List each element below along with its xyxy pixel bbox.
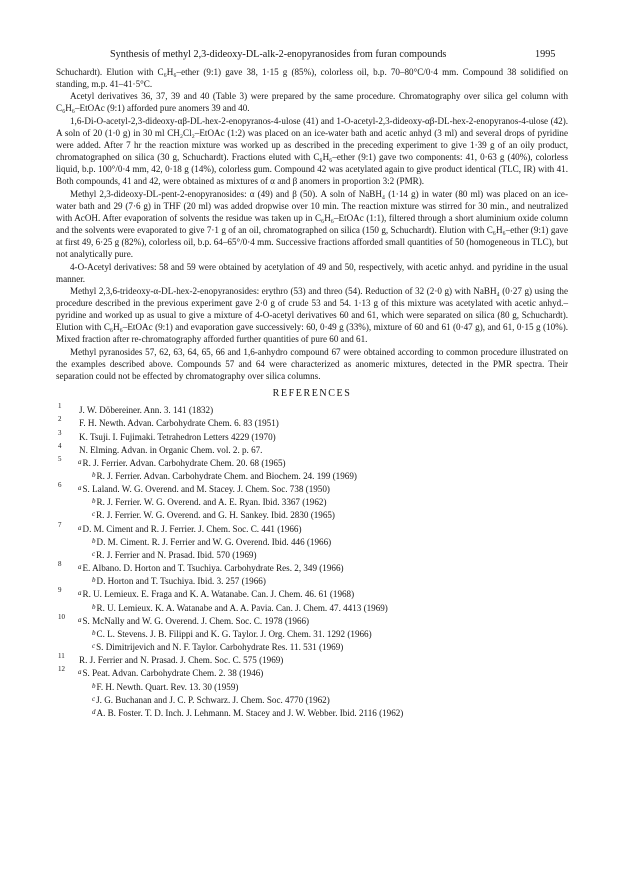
reference-sub-letter: b: [92, 471, 96, 479]
running-head-title: Synthesis of methyl 2,3-dideoxy-DL-alk-2-enopyranosides from furan compounds: [110, 49, 447, 60]
paragraph-compounds-41-42: 1,6-Di-O-acetyl-2,3-dideoxy-αβ-DL-hex-2-enopyranos-4-ulose (41) and 1-O-acetyl-2,3-dideoxy-αβ-DL-hex-2-enopyranos-4-ulose (42). A soln of 20 (1·0 g) in 30 ml CH₂Cl₂–EtOAc (1:2) was placed on an ice-water bath and acetic anhyd (3 ml) and several drops of pyridine were added. After 7 hr the reaction mixture was worked up as described in the preceding experiment to give 1·39 g of an oily product, chromatographed on silica (30 g, Schuchardt). Fractions eluted with C₆H₆–ether (9:1) gave two components: 41, 0·63 g (40%), colorless liquid, b.p. 100°/0·4 mm, 42, 0·18 g (14%), colorless gum. Compound 42 was acetylated again to give product identical (TLC, IR) with 41. Both compounds, 41 and 42, were obtained as mixtures of α and β anomers in proportion 3:2 (PMR).: [56, 115, 568, 187]
reference-sub-letter: b: [92, 576, 96, 585]
reference-number: 6: [58, 482, 62, 490]
reference-text: E. Albano. D. Horton and T. Tsuchiya. Carbohydrate Res. 2, 349 (1966): [82, 563, 344, 574]
reference-sub-letter: b: [92, 681, 96, 690]
reference-item: [56, 430, 568, 443]
reference-item: [56, 522, 568, 535]
reference-item: [56, 443, 568, 456]
reference-text: J. G. Buchanan and J. C. P. Schwarz. J. Chem. Soc. 4770 (1962): [96, 694, 330, 705]
reference-text: J. W. Döbereiner. Ann. 3. 141 (1832): [79, 405, 214, 416]
reference-text: R. J. Ferrier and N. Prasad. Ibid. 570 (1969): [96, 549, 257, 560]
reference-text: C. L. Stevens. J. B. Filippi and K. G. Taylor. J. Org. Chem. 31. 1292 (1966): [96, 628, 372, 639]
reference-item: [56, 640, 568, 653]
reference-sub-letter: b: [92, 602, 96, 611]
reference-text: R. U. Lemieux. E. Fraga and K. A. Watanabe. Can. J. Chem. 46. 61 (1968): [82, 589, 355, 600]
reference-sub-letter: b: [92, 497, 96, 506]
paragraph-compound-38: Schuchardt). Elution with C₆H₆–ether (9:1) gave 38, 1·15 g (85%), colorless oil, b.p. 70–80°C/0·4 mm. Compound 38 solidified on standing, m.p. 41–41·5°C.: [56, 67, 568, 90]
reference-number: 9: [58, 587, 62, 595]
paragraph-acetyl-derivatives: Acetyl derivatives 36, 37, 39 and 40 (Table 3) were prepared by the same procedure. Chromatography over silica gel column with C₆H₆–EtOAc (9:1) afforded pure anomers 39 and 40.: [56, 91, 568, 114]
reference-sub-letter: b: [92, 628, 96, 637]
reference-text: S. Peat. Advan. Carbohydrate Chem. 2. 38 (1946): [82, 668, 264, 679]
reference-item: [56, 456, 568, 469]
reference-item: [56, 482, 568, 495]
references-heading: REFERENCES: [272, 388, 352, 400]
reference-item: [56, 653, 568, 666]
reference-item: [56, 614, 568, 627]
reference-sub-letter: c: [92, 510, 96, 519]
reference-item: [56, 601, 568, 614]
reference-number: 1: [58, 403, 62, 411]
reference-item: [56, 666, 568, 679]
reference-number: 2: [58, 416, 62, 424]
reference-text: S. McNally and W. G. Overend. J. Chem. Soc. C. 1978 (1966): [82, 615, 310, 626]
reference-text: A. B. Foster. T. D. Inch. J. Lehmann. M. Stacey and J. W. Webber. Ibid. 2116 (1962): [96, 707, 404, 718]
reference-item: [56, 469, 568, 482]
reference-number: 7: [58, 521, 62, 529]
reference-list: [56, 403, 568, 719]
reference-text: D. Horton and T. Tsuchiya. Ibid. 3. 257 (1966): [96, 576, 266, 587]
reference-item: [56, 508, 568, 521]
reference-item: [56, 403, 568, 416]
reference-item: [56, 561, 568, 574]
reference-number: 3: [58, 429, 62, 437]
reference-text: F. H. Newth. Quart. Rev. 13. 30 (1959): [96, 681, 239, 692]
reference-item: [56, 587, 568, 600]
reference-sub-letter: a: [78, 615, 82, 624]
reference-item: [56, 693, 568, 706]
paragraph-compounds-53-54: Methyl 2,3,6-trideoxy-α-DL-hex-2-enopyranosides: erythro (53) and threo (54). Reduction of 32 (2·0 g) with NaBH₄ (0·27 g) using the procedure described in the previous experiment gave 2·0 g of crude 53 and 54. 1·13 g of this mixture was acetylated with acetic anhyd.–pyridine and worked up as usual to give a mixture of 4-O-acetyl derivatives 60 and 61, which were separated on silica (80 g, Schuchardt). Elution with C₆H₆–EtOAc (9:1) and evaporation gave successively: 60, 0·49 g (33%), mixture of 60 and 61 (0·47 g), and 61, 0·15 g (10%). Mixed fraction after re-chromatography afforded further quantities of pure 60 and 61.: [56, 285, 568, 345]
reference-text: D. M. Ciment. R. J. Ferrier and W. G. Overend. Ibid. 446 (1966): [96, 536, 332, 547]
reference-sub-letter: c: [92, 642, 96, 651]
reference-text: N. Elming. Advan. in Organic Chem. vol. 2. p. 67.: [79, 444, 263, 455]
paragraph-compounds-49-50: Methyl 2,3-dideoxy-DL-pent-2-enopyranosides: α (49) and β (50). A soln of NaBH₄ (1·14 g) in water (80 ml) was placed on an ice-water bath and 29 (7·6 g) in THF (20 ml) was added dropwise over 10 min. The reaction mixture was stirred for 30 min., and neutralized with AcOH. After evaporation of solvents the residue was taken up in C₆H₆–EtOAc (1:1), filtered through a short aluminium oxide column and the solvents were evaporated to give 7·1 g of an oil, chromatographed on silica (150 g, Schuchardt). Elution with C₆H₆–ether (9:1) gave at first 49, 6·25 g (82%), colorless oil, b.p. 64–65°/0·4 mm. Successive fractions afforded small quantities of 50 (homogeneous in TLC), but not analytically pure.: [56, 188, 568, 260]
reference-text: K. Tsuji. I. Fujimaki. Tetrahedron Letters 4229 (1970): [79, 431, 276, 442]
reference-sub-letter: c: [92, 549, 96, 558]
reference-number: 12: [58, 666, 65, 674]
paragraph-derivatives-58-59: 4-O-Acetyl derivatives: 58 and 59 were obtained by acetylation of 49 and 50, respectively, with acetic anhyd. and pyridine in the usual manner.: [56, 261, 568, 284]
reference-item: [56, 574, 568, 587]
reference-number: 11: [58, 653, 65, 661]
reference-item: [56, 627, 568, 640]
reference-text: R. J. Ferrier. Advan. Carbohydrate Chem. 20. 68 (1965): [82, 457, 286, 468]
reference-number: 4: [58, 442, 62, 450]
reference-text: R. J. Ferrier and N. Prasad. J. Chem. Soc. C. 575 (1969): [79, 655, 284, 666]
article-body: [56, 66, 568, 719]
reference-sub-letter: a: [78, 523, 82, 532]
reference-sub-letter: d: [92, 707, 96, 716]
reference-sub-letter: b: [92, 536, 96, 545]
reference-item: [56, 706, 568, 719]
reference-sub-letter: a: [78, 563, 82, 572]
reference-number: 5: [58, 455, 62, 463]
reference-sub-letter: a: [78, 589, 82, 598]
reference-text: R. J. Ferrier. Advan. Carbohydrate Chem. and Biochem. 24. 199 (1969): [96, 471, 357, 481]
reference-text: D. M. Ciment and R. J. Ferrier. J. Chem. Soc. C. 441 (1966): [82, 523, 302, 534]
reference-text: R. J. Ferrier. W. G. Overend. and A. E. Ryan. Ibid. 3367 (1962): [96, 497, 327, 508]
reference-text: F. H. Newth. Advan. Carbohydrate Chem. 6. 83 (1951): [79, 418, 279, 429]
reference-text: S. Dimitrijevich and N. F. Taylor. Carbohydrate Res. 11. 531 (1969): [96, 642, 344, 653]
reference-item: [56, 548, 568, 561]
reference-number: 8: [58, 561, 62, 569]
page-number: 1995: [535, 49, 556, 60]
reference-sub-letter: a: [78, 484, 82, 493]
reference-text: R. J. Ferrier. W. G. Overend. and G. H. Sankey. Ibid. 2830 (1965): [96, 510, 335, 521]
reference-number: 10: [58, 613, 65, 621]
running-head: [0, 49, 624, 63]
reference-sub-letter: c: [92, 694, 96, 703]
reference-item: [56, 416, 568, 429]
reference-text: R. U. Lemieux. K. A. Watanabe and A. A. Pavia. Can. J. Chem. 47. 4413 (1969): [96, 602, 388, 613]
paragraph-methyl-pyranosides: Methyl pyranosides 57, 62, 63, 64, 65, 66 and 1,6-anhydro compound 67 were obtained according to common procedure illustrated on the examples described above. Compounds 57 and 64 were characterized as anomeric mixtures, detected in the PMR spectra. Their separation could not be effected by chromatography over silica columns.: [56, 346, 568, 381]
reference-sub-letter: a: [78, 668, 82, 677]
reference-text: S. Laland. W. G. Overend. and M. Stacey. J. Chem. Soc. 738 (1950): [82, 484, 330, 495]
reference-item: [56, 495, 568, 508]
reference-item: [56, 680, 568, 693]
reference-sub-letter: a: [78, 457, 82, 466]
reference-item: [56, 535, 568, 548]
